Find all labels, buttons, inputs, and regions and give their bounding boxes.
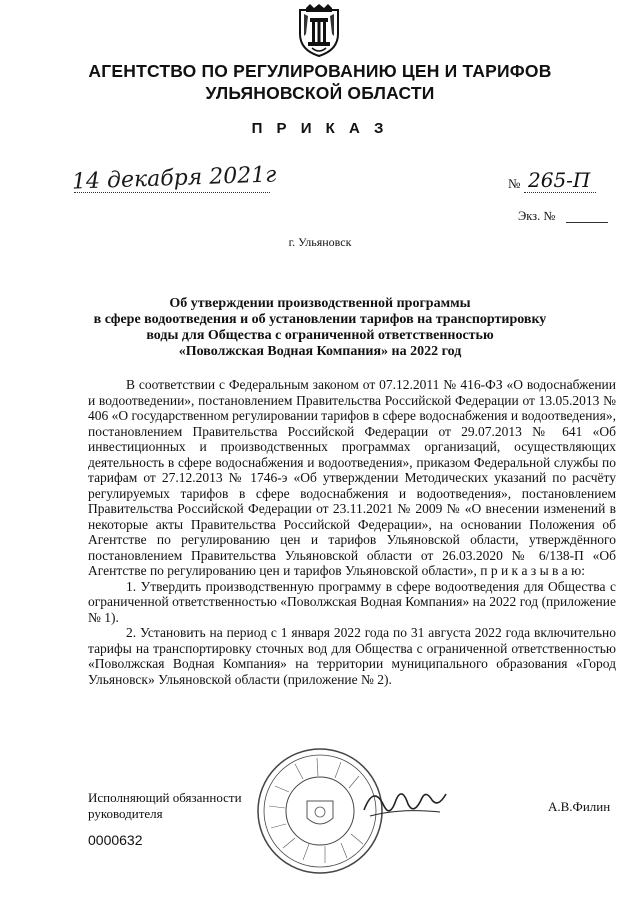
copy-number-line xyxy=(566,222,608,223)
serial-number: 0000632 xyxy=(88,832,143,848)
document-title xyxy=(70,296,570,360)
title-line2: в сфере водоотведения и об установлении тарифов на транспортировку xyxy=(93,312,547,327)
document-body xyxy=(88,377,616,687)
paragraph-preamble: В соответствии с Федеральным законом от 07.12.2011 № 416-ФЗ «О водоснабжении и водоотведении», постановлением Правительства Российской Федерации от 13.05.2013 № 406 «О государственном регулировании тарифов в сфере водоснабжения и водоотведения», постановлением Правительства Российской Федерации от 29.07.2013 № 641 «Об инвестиционных и производственных программах организаций, осуществляющих деятельность в сфере водоснабжения и водоотведения», приказом Федеральной службы по тарифам от 27.12.2013 № 1746-э «Об утверждении Методических указаний по расчёту регулируемых тарифов в сфере водоснабжения и водоотведения», постановлением Правительства Российской Федерации от 23.11.2021 № 2009 № «О внесении изменений в некоторые акты Правительства Российской Федерации», на основании Положения об Агентстве по регулированию цен и тарифов Ульяновской области, утверждённого постановлением Правительства Ульяновской области от 26.03.2020 № 6/138-П «Об Агентстве по регулированию цен и тарифов Ульяновской области», п р и к а з ы в а ю: xyxy=(88,377,616,578)
coat-of-arms-emblem xyxy=(296,4,342,58)
signatory-role-line1: Исполняющий обязанности xyxy=(88,790,242,805)
signatory-role xyxy=(88,790,242,822)
signatory-name: А.В.Филин xyxy=(548,799,611,814)
paragraph-item-1: 1. Утвердить производственную программу в сфере водоотведения для Общества с ограниченной ответственностью «Поволжская Водная Компания» на 2022 год (приложение № 1). xyxy=(88,578,616,625)
title-line1: Об утверждении производственной программы xyxy=(169,296,471,311)
agency-name-line1: АГЕНТСТВО ПО РЕГУЛИРОВАНИЮ ЦЕН И ТАРИФОВ xyxy=(88,61,552,81)
city: г. Ульяновск xyxy=(288,235,352,249)
copy-number-label: Экз. № xyxy=(518,209,556,223)
paragraph-item-2: 2. Установить на период с 1 января 2022 года по 31 августа 2022 года включительно тарифы на транспортировку сточных вод для Общества с ограниченной ответственностью «Поволжская Водная Компания» на территории муниципального образования «Город Ульяновск» Ульяновской области (приложение № 2). xyxy=(88,625,616,687)
number-underline xyxy=(524,192,596,193)
title-line4: «Поволжская Водная Компания» на 2022 год xyxy=(178,344,462,359)
agency-name-line2: УЛЬЯНОВСКОЙ ОБЛАСТИ xyxy=(205,83,435,103)
number-label: № xyxy=(508,176,521,191)
signatory-role-line2: руководителя xyxy=(88,806,163,821)
handwritten-signature xyxy=(360,778,450,828)
order-title: П Р И К А З xyxy=(251,120,389,137)
title-line3: воды для Общества с ограниченной ответственностью xyxy=(146,328,494,343)
agency-header xyxy=(40,60,600,104)
handwritten-date: 14 декабря 2021г xyxy=(71,162,277,195)
date-underline xyxy=(74,192,270,194)
handwritten-number: 265-П xyxy=(528,168,591,192)
